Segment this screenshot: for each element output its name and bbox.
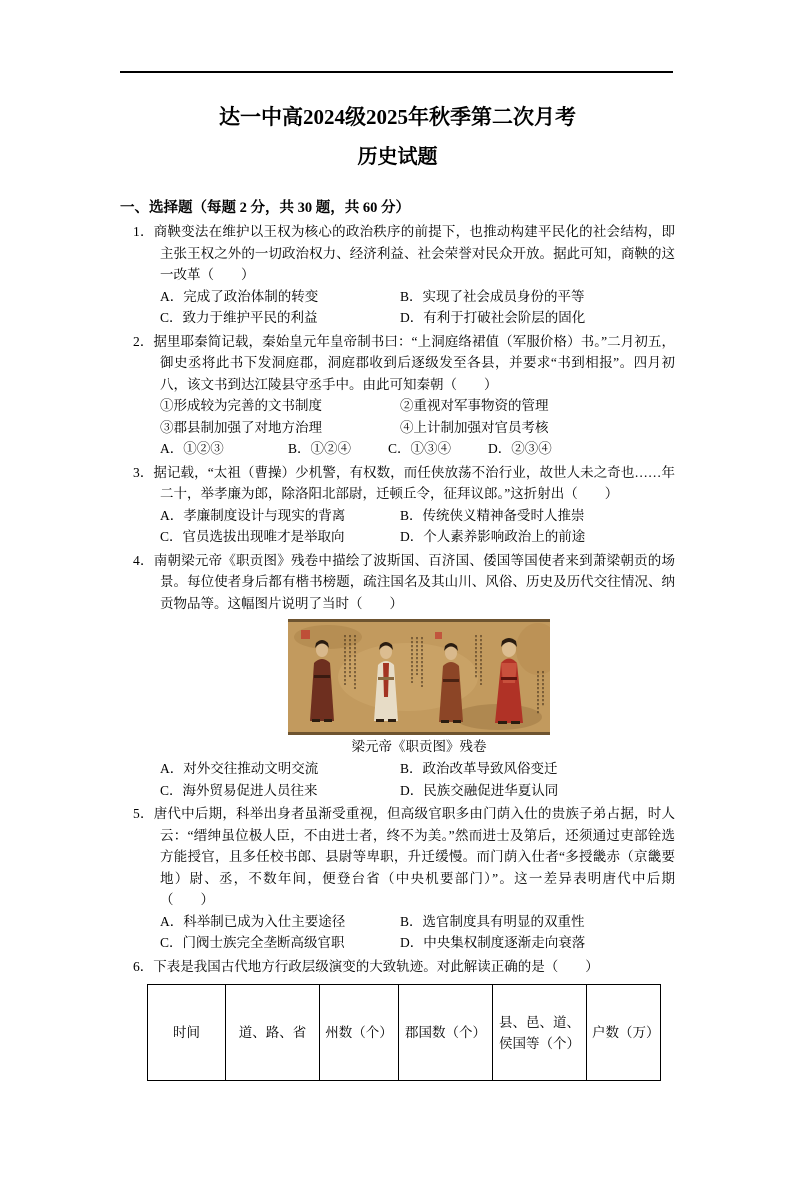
question-2-subitem-1: ①形成较为完善的文书制度	[160, 398, 322, 413]
question-4-option-b: B．政治改革导致风俗变迁	[400, 761, 558, 776]
question-6	[120, 956, 675, 1082]
question-3-option-d: D．个人素养影响政治上的前途	[400, 529, 586, 544]
exam-subtitle: 历史试题	[357, 146, 438, 168]
question-3-options-row-2	[133, 526, 675, 548]
question-2-option-b: B．①②④	[288, 441, 352, 456]
question-2-text: 据里耶秦简记载，秦始皇元年皇帝制书曰：“上洞庭络裙值（军服价格）书。”二月初五，御史丞将此书下发洞庭郡，洞庭郡收到后逐级发至各县，并要求“书到相报”。四月初八，该文书到达江陵县守丞手中。由此可知秦朝（ ）	[153, 333, 675, 392]
question-1-option-d: D．有利于打破社会阶层的固化	[400, 310, 586, 325]
question-6-number: 6．	[133, 958, 154, 974]
table-header-row	[148, 985, 661, 1081]
question-1-option-b: B．实现了社会成员身份的平等	[400, 288, 585, 304]
exam-title: 达一中高2024级2025年秋季第二次月考	[219, 105, 576, 129]
question-5-stem	[133, 803, 675, 911]
question-2-option-d: D．②③④	[488, 441, 552, 456]
image-caption: 梁元帝《职贡图》残卷	[351, 739, 487, 754]
question-4-figure	[163, 619, 675, 735]
section-heading: 一、选择题（每题 2 分，共 30 题，共 60 分）	[120, 200, 410, 216]
question-2	[120, 331, 675, 460]
question-1-option-a: A．完成了政治体制的转变	[160, 288, 319, 304]
question-4-number: 4．	[133, 552, 154, 568]
question-3	[120, 462, 675, 548]
question-4	[120, 550, 675, 802]
question-1-options-row-1	[133, 286, 675, 308]
question-2-subitem-4: ④上计制加强对官员考核	[400, 419, 549, 435]
question-3-text: 据记载，“太祖（曹操）少机警，有权数，而任侠放荡不治行业，故世人未之奇也……年二十，举孝廉为郎，除洛阳北部尉，迁顿丘令，征拜议郎。”这折射出（ ）	[153, 464, 676, 501]
question-5-option-b: B．选官制度具有明显的双重性	[400, 913, 585, 929]
question-2-stem	[133, 331, 675, 396]
table-header-time: 时间	[148, 985, 226, 1081]
question-3-stem	[133, 462, 675, 505]
question-2-subitems-row-1	[133, 395, 675, 417]
question-6-stem	[133, 956, 675, 978]
question-5-options-row-2	[133, 932, 675, 954]
top-divider	[120, 71, 673, 73]
question-5-options-row-1	[133, 911, 675, 933]
question-1-stem	[133, 221, 675, 286]
question-2-subitem-3: ③郡县制加强了对地方治理	[160, 419, 322, 435]
question-3-option-b: B．传统侠义精神备受时人推崇	[400, 507, 585, 523]
question-2-subitem-2: ②重视对军事物资的管理	[400, 398, 549, 413]
question-5-option-a: A．科举制已成为入仕主要途径	[160, 913, 346, 929]
question-3-options-row-1	[133, 505, 675, 527]
table-header-dao-lu-sheng: 道、路、省	[226, 985, 320, 1081]
question-4-option-c: C．海外贸易促进人员往来	[160, 782, 318, 798]
question-3-option-a: A．孝廉制度设计与现实的背离	[160, 507, 346, 523]
question-1-option-c: C．致力于维护平民的利益	[160, 310, 318, 325]
table-header-xian-count: 县、邑、道、侯国等（个）	[493, 985, 587, 1081]
zhigong-tu-image	[288, 619, 550, 735]
question-4-text: 南朝梁元帝《职贡图》残卷中描绘了波斯国、百济国、倭国等国使者来到萧梁朝贡的场景。每位使者身后都有楷书榜题，疏注国名及其山川、风俗、历史及历代交往情况、纳贡物品等。这幅图片说明了当时（ ）	[153, 552, 676, 611]
question-6-text: 下表是我国古代地方行政层级演变的大致轨迹。对此解读正确的是（ ）	[153, 958, 599, 974]
question-4-options-row-1	[133, 758, 675, 780]
question-4-options-row-2	[133, 780, 675, 802]
question-2-option-c: C．①③④	[388, 441, 452, 456]
table-header-junguo-count: 郡国数（个）	[399, 985, 493, 1081]
question-3-option-c: C．官员选拔出现唯才是举取向	[160, 529, 345, 544]
question-1-text: 商鞅变法在维护以王权为核心的政治秩序的前提下，也推动构建平民化的社会结构，即主张王权之外的一切政治权力、经济利益、社会荣誉对民众开放。据此可知，商鞅的这一改革（ ）	[153, 224, 676, 282]
question-1	[120, 221, 675, 329]
question-5	[120, 803, 675, 954]
question-5-option-d: D．中央集权制度逐渐走向衰落	[400, 935, 586, 950]
question-3-number: 3．	[133, 464, 154, 480]
table-header-hu-count: 户数（万）	[587, 985, 661, 1081]
question-2-number: 2．	[133, 333, 154, 349]
question-2-options-row	[133, 438, 675, 460]
question-5-text: 唐代中后期，科举出身者虽渐受重视，但高级官职多由门荫入仕的贵族子弟占据，时人云：“缙绅虽位极人臣，不由进士者，终不为美。”然而进士及第后，还须通过吏部铨选方能授官，且多任校书郎、县尉等卑职，升迁缓慢。而门荫入仕者“多授畿赤（京畿要地）尉、丞，不数年间，便登台省（中央机要部门）”。这一差异表明唐代中后期（ ）	[153, 806, 676, 907]
admin-levels-table	[147, 984, 661, 1081]
question-5-number: 5．	[133, 806, 154, 821]
question-4-option-a: A．对外交往推动文明交流	[160, 761, 319, 776]
question-4-option-d: D．民族交融促进华夏认同	[400, 782, 559, 798]
exam-page	[0, 71, 793, 1193]
table-header-zhou-count: 州数（个）	[320, 985, 399, 1081]
question-1-number: 1．	[133, 224, 154, 239]
question-2-option-a: A．①②③	[160, 441, 224, 456]
question-1-options-row-2	[133, 307, 675, 329]
question-2-subitems-row-2	[133, 417, 675, 439]
question-4-stem	[133, 550, 675, 615]
question-5-option-c: C．门阀士族完全垄断高级官职	[160, 935, 345, 950]
